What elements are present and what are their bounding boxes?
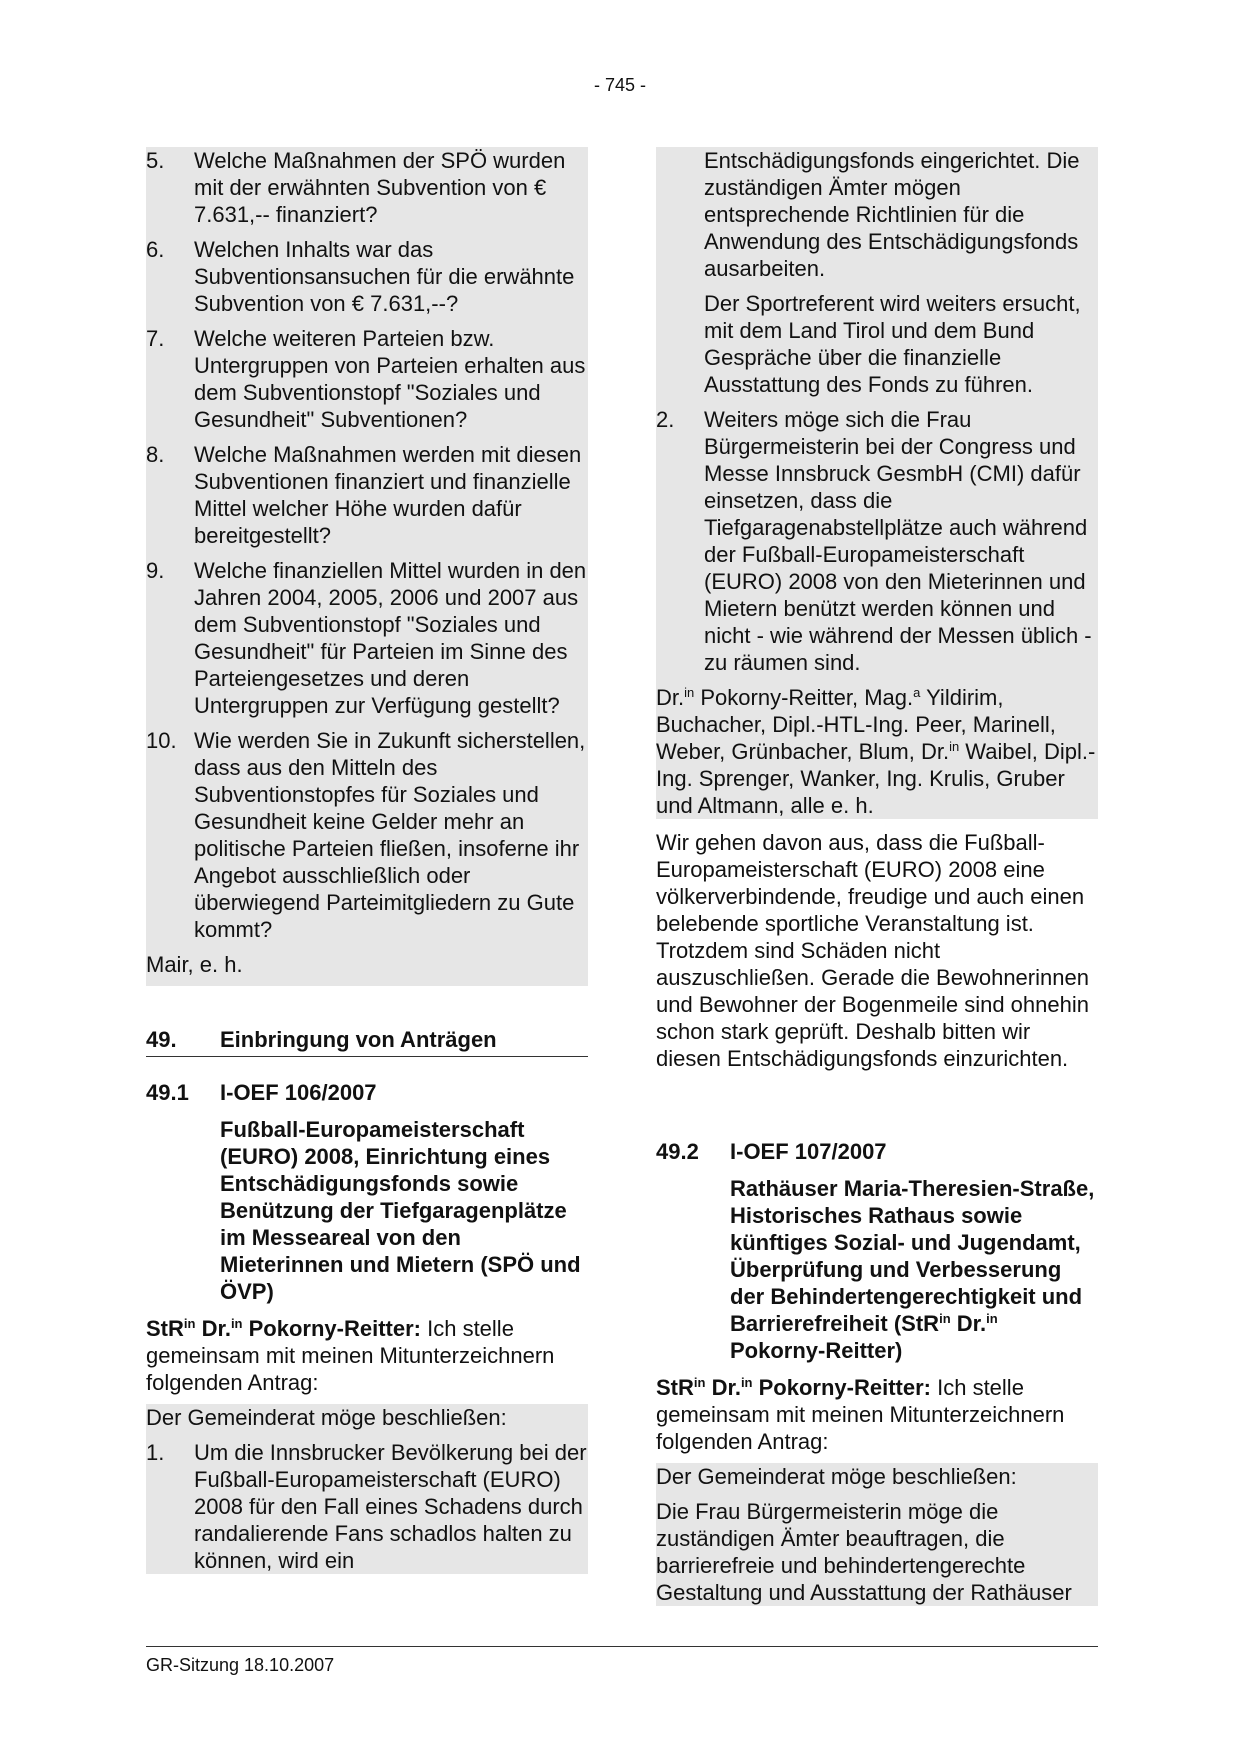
signers: Dr.$^{in}$ Pokorny-Reitter, Mag.$^a$ Yildirim, Buchacher, Dipl.-HTL-Ing. Peer, Marinell, Weber, Grünbacher, Blum, Dr.$^{in}$ Waibel, Dipl.-Ing. Sprenger, Wanker, Ing. Krulis, Gruber und Altmann, alle e. h.	[656, 685, 1096, 818]
page-number: - 745 -	[593, 75, 647, 95]
motion-title: Rathäuser Maria-Theresien-Straße, Historisches Rathaus sowie künftiges Sozial- und Jugendamt, Überprüfung und Verbesserung der Behindertengerechtigkeit und Barrierefreiheit (StR$^{in}$ Dr.$^{in}$ Pokorny-Reitter)	[730, 1176, 1095, 1363]
list-item	[146, 727, 588, 943]
list-item-text: Welche Maßnahmen der SPÖ wurden mit der erwähnten Subvention von € 7.631,-- finanziert?	[194, 148, 566, 227]
speaker-label: StR$^{in}$ Dr.$^{in}$ Pokorny-Reitter:	[146, 1316, 421, 1341]
list-item-number: 5.	[146, 148, 165, 173]
speaker-paragraph	[656, 1374, 1098, 1455]
section-title: Einbringung von Anträgen	[220, 1027, 497, 1052]
list-item-text: Welche weiteren Parteien bzw. Untergruppen von Parteien erhalten aus dem Subventionstopf "Soziales und Gesundheit" Subventionen?	[194, 326, 586, 432]
resolution-text: Die Frau Bürgermeisterin möge die zuständigen Ämter beauftragen, die barrierefreie und behindertengerechte Gestaltung und Ausstattung der Rathäuser	[656, 1499, 1072, 1605]
speaker-label: StR$^{in}$ Dr.$^{in}$ Pokorny-Reitter:	[656, 1375, 931, 1400]
section-number: 49.	[146, 1027, 177, 1052]
list-item-number: 6.	[146, 237, 165, 262]
resolution-intro: Der Gemeinderat möge beschließen:	[146, 1405, 507, 1430]
list-item-number: 2.	[656, 407, 675, 432]
signature: Mair, e. h.	[146, 952, 243, 977]
section-heading	[146, 1026, 588, 1057]
list-item	[146, 236, 588, 317]
continued-paragraph: Der Sportreferent wird weiters ersucht, mit dem Land Tirol und dem Bund Gespräche über die finanzielle Ausstattung des Fonds zu führen.	[704, 291, 1081, 397]
motion-code: I-OEF 107/2007	[730, 1139, 887, 1164]
continued-paragraph: Entschädigungsfonds eingerichtet. Die zuständigen Ämter mögen entsprechende Richtlinien für die Anwendung des Entschädigungsfonds ausarbeiten.	[704, 148, 1080, 281]
list-item	[146, 1439, 588, 1574]
resolution-block	[146, 1404, 588, 1574]
list-item-number: 10.	[146, 728, 177, 753]
speaker-paragraph	[146, 1315, 588, 1396]
motion-code: I-OEF 106/2007	[220, 1080, 377, 1105]
list-item	[146, 147, 588, 228]
motion-title: Fußball-Europameisterschaft (EURO) 2008, Einrichtung eines Entschädigungsfonds sowie Benützung der Tiefgaragenplätze im Messeareal von den Mieterinnen und Mietern (SPÖ und ÖVP)	[220, 1117, 581, 1304]
list-item-text: Wie werden Sie in Zukunft sicherstellen, dass aus den Mitteln des Subventionstopfes für Soziales und Gesundheit keine Gelder mehr an politische Parteien fließen, insoferne ihr Angebot ausschließlich oder überwiegend Parteimitgliedern zu Gute kommt?	[194, 728, 586, 942]
list-item-number: 9.	[146, 558, 165, 583]
footer-divider	[146, 1646, 1098, 1647]
left-column	[146, 147, 588, 1574]
list-item-text: Weiters möge sich die Frau Bürgermeisterin bei der Congress und Messe Innsbruck GesmbH (CMI) dafür einsetzen, dass die Tiefgaragenabstellplätze auch während der Fußball-Europameisterschaft (EURO) 2008 von den Mieterinnen und Mietern benützt werden können und nicht - wie während der Messen üblich - zu räumen sind.	[704, 407, 1092, 675]
speaker-text: Ich stelle gemeinsam mit meinen Mitunterzeichnern folgenden Antrag:	[146, 1316, 555, 1395]
list-item-number: 7.	[146, 326, 165, 351]
resolution-intro: Der Gemeinderat möge beschließen:	[656, 1464, 1017, 1489]
questions-block	[146, 147, 588, 986]
list-item-text: Welche finanziellen Mittel wurden in den Jahren 2004, 2005, 2006 und 2007 aus dem Subventionstopf "Soziales und Gesundheit" für Parteien im Sinne des Parteiengesetzes und deren Untergruppen zur Verfügung gestellt?	[194, 558, 587, 718]
list-item-text: Um die Innsbrucker Bevölkerung bei der Fußball-Europameisterschaft (EURO) 2008 für den Fall eines Schadens durch randalierende Fans schadlos halten zu können, wird ein	[194, 1440, 587, 1573]
resolution-block	[656, 1463, 1098, 1606]
list-item	[656, 406, 1098, 684]
list-item	[146, 557, 588, 719]
right-column	[656, 147, 1098, 1606]
motion-heading	[656, 1138, 1098, 1165]
list-item-number: 1.	[146, 1440, 165, 1465]
list-item-text: Welchen Inhalts war das Subventionsansuchen für die erwähnte Subvention von € 7.631,--?	[194, 237, 575, 316]
list-item	[146, 325, 588, 433]
speaker-text: Ich stelle gemeinsam mit meinen Mitunterzeichnern folgenden Antrag:	[656, 1375, 1065, 1454]
footer-text: GR-Sitzung 18.10.2007	[146, 1655, 335, 1675]
list-item-text: Welche Maßnahmen werden mit diesen Subventionen finanziert und finanzielle Mittel welcher Höhe wurden dafür bereitgestellt?	[194, 442, 582, 548]
motion-number: 49.2	[656, 1139, 699, 1164]
motion-heading	[146, 1079, 588, 1106]
resolution-continued-block	[656, 147, 1098, 819]
justification: Wir gehen davon aus, dass die Fußball-Europameisterschaft (EURO) 2008 eine völkerverbindende, freudige und auch einen belebende sportliche Veranstaltung ist. Trotzdem sind Schäden nicht auszuschließen. Gerade die Bewohnerinnen und Bewohner der Bogenmeile sind ohnehin schon stark geprüft. Deshalb bitten wir diesen Entschädigungsfonds einzurichten.	[656, 830, 1089, 1071]
motion-number: 49.1	[146, 1080, 189, 1105]
list-item	[146, 441, 588, 549]
list-item-number: 8.	[146, 442, 165, 467]
